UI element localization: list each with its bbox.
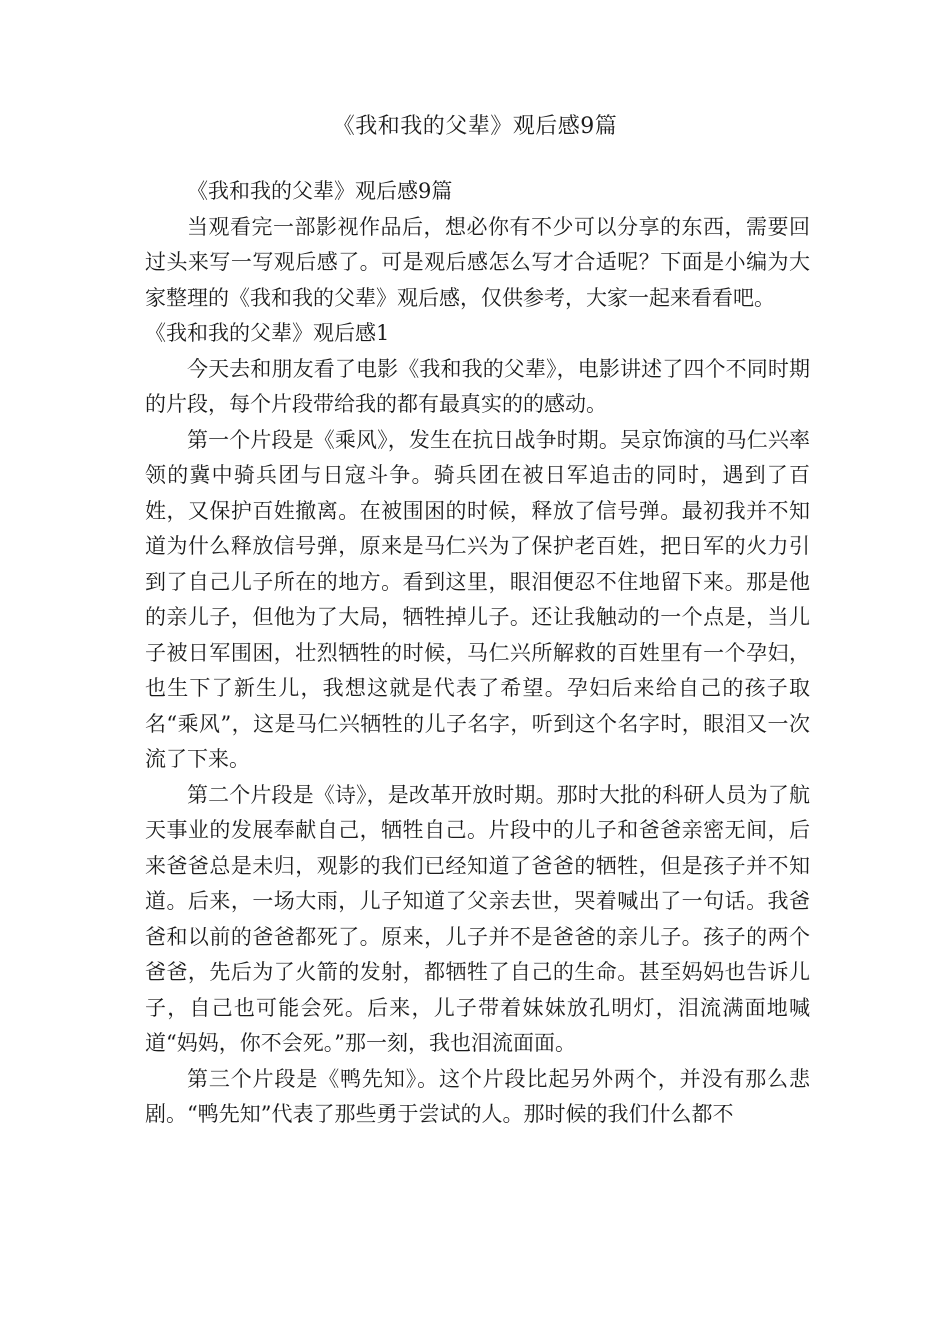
- body-paragraph: 第一个片段是《乘风》，发生在抗日战争时期。吴京饰演的马仁兴率领的冀中骑兵团与日寇斗争。骑兵团在被日军追击的同时，遇到了百姓，又保护百姓撤离。在被围困的时候，释放了信号弹。最初我并不知道为什么释放信号弹，原来是马仁兴为了保护老百姓，把日军的火力引到了自己儿子所在的地方。看到这里，眼泪便忍不住地留下来。那是他的亲儿子，但他为了大局，牺牲掉儿子。还让我触动的一个点是，当儿子被日军围困，壮烈牺牲的时候，马仁兴所解救的百姓里有一个孕妇，也生下了新生儿，我想这就是代表了希望。孕妇后来给自己的孩子取名“乘风”，这是马仁兴牺牲的儿子名字，听到这个名字时，眼泪又一次流了下来。: [145, 427, 810, 771]
- document-title: 《我和我的父辈》观后感9篇: [332, 114, 618, 139]
- document-body: [145, 174, 810, 1133]
- body-paragraph: 今天去和朋友看了电影《我和我的父辈》，电影讲述了四个不同时期的片段，每个片段带给我的都有最真实的的感动。: [145, 356, 810, 416]
- intro-paragraph: 当观看完一部影视作品后，想必你有不少可以分享的东西，需要回过头来写一写观后感了。可是观后感怎么写才合适呢？下面是小编为大家整理的《我和我的父辈》观后感，仅供参考，大家一起来看看吧。: [145, 214, 810, 310]
- document-subtitle: 《我和我的父辈》观后感9篇: [187, 179, 453, 203]
- section-heading: 《我和我的父辈》观后感1: [145, 321, 390, 345]
- body-paragraph: 第三个片段是《鸭先知》。这个片段比起另外两个，并没有那么悲剧。“鸭先知”代表了那些勇于尝试的人。那时候的我们什么都不: [145, 1066, 810, 1126]
- body-paragraph: 第二个片段是《诗》，是改革开放时期。那时大批的科研人员为了航天事业的发展奉献自己，牺牲自己。片段中的儿子和爸爸亲密无间，后来爸爸总是未归，观影的我们已经知道了爸爸的牺牲，但是孩子并不知道。后来，一场大雨，儿子知道了父亲去世，哭着喊出了一句话。我爸爸和以前的爸爸都死了。原来，儿子并不是爸爸的亲儿子。孩子的两个爸爸，先后为了火箭的发射，都牺牲了自己的生命。甚至妈妈也告诉儿子，自己也可能会死。后来，儿子带着妹妹放孔明灯，泪流满面地喊道“妈妈，你不会死。”那一刻，我也泪流面面。: [145, 782, 810, 1055]
